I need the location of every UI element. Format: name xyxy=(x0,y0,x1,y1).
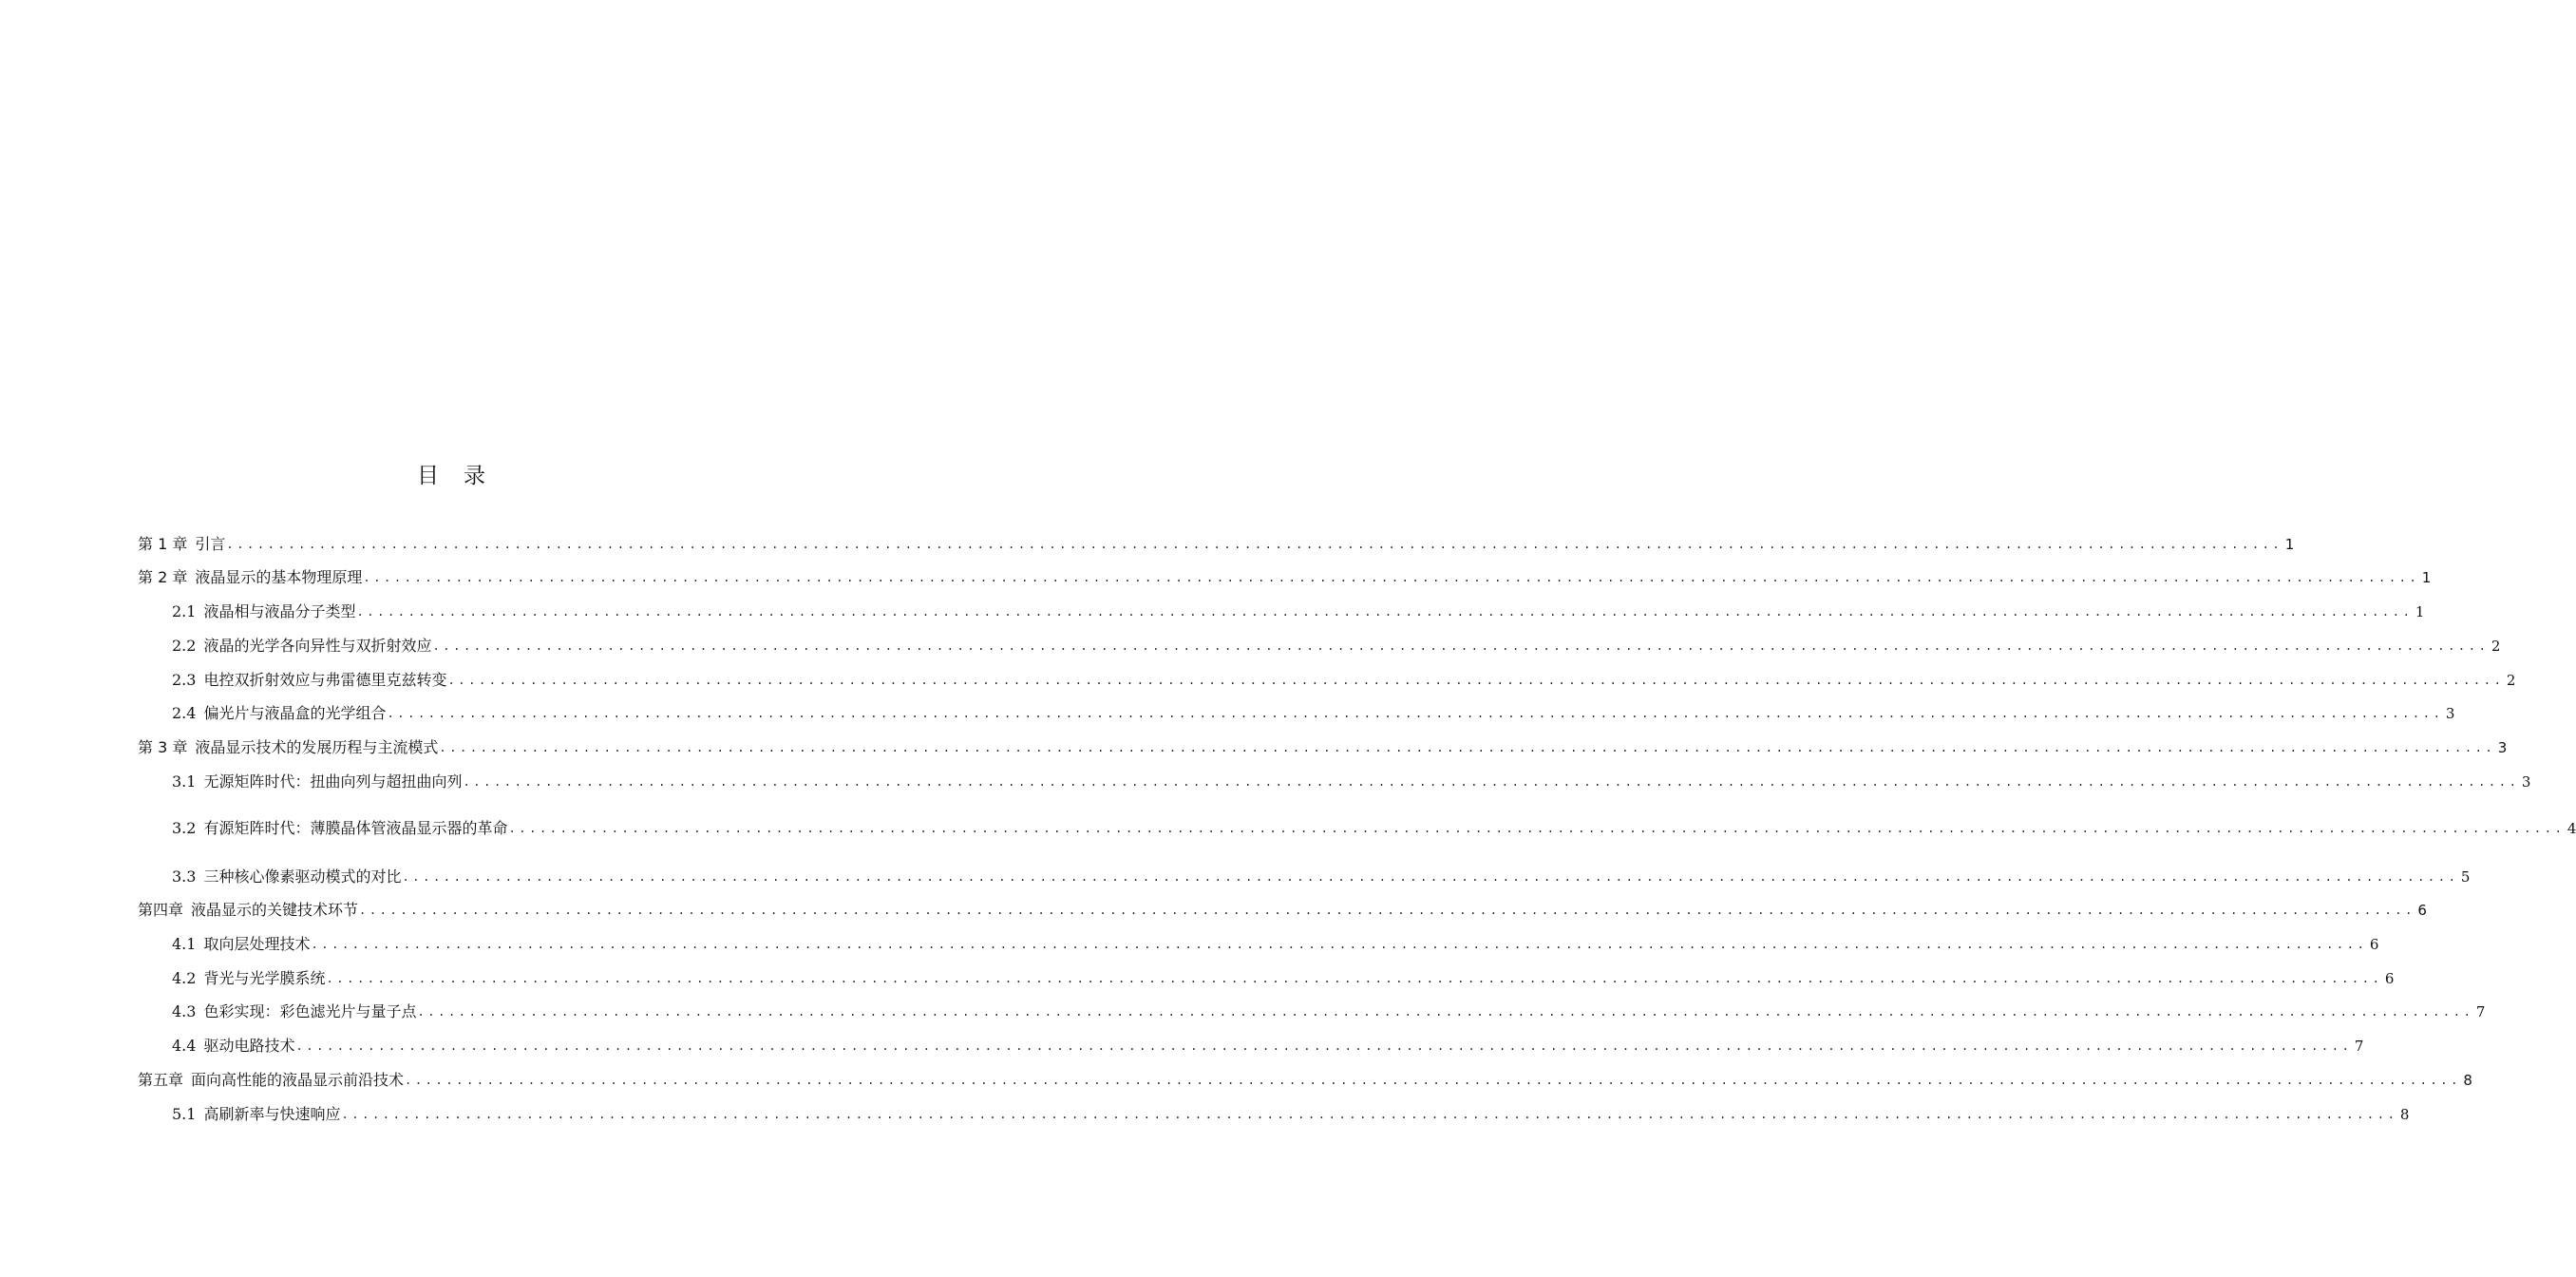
toc-entry-title: 液晶显示技术的发展历程与主流模式 xyxy=(195,738,439,756)
toc-entry-page: 1 xyxy=(2415,603,2425,620)
dot-leader: ........................................................................................................................................................................................................ xyxy=(417,1005,2474,1019)
dot-leader: ........................................................................................................................................................................................................ xyxy=(508,822,2566,835)
dot-leader: ........................................................................................................................................................................................................ xyxy=(387,707,2444,720)
toc-entry-title: 引言 xyxy=(195,535,226,553)
toc-entry-ch3[interactable] xyxy=(138,735,2508,758)
toc-entry-ch1[interactable] xyxy=(138,532,2295,555)
toc-entry-number: 3.2 xyxy=(172,819,197,837)
toc-entry-number: 2.1 xyxy=(172,602,197,620)
toc-entry-2-3[interactable] xyxy=(172,668,2516,691)
toc-entry-4-1[interactable] xyxy=(172,932,2379,955)
toc-entry-number: 第四章 xyxy=(138,901,184,919)
toc-entry-page: 7 xyxy=(2475,1003,2486,1020)
toc-entry-5-1[interactable] xyxy=(172,1102,2410,1125)
toc-entry-title: 有源矩阵时代：薄膜晶体管液晶显示器的革命 xyxy=(203,819,508,837)
toc-entry-number: 第 2 章 xyxy=(138,568,188,586)
toc-entry-page: 6 xyxy=(2417,902,2427,919)
dot-leader: ........................................................................................................................................................................................................ xyxy=(226,538,2283,551)
dot-leader: ........................................................................................................................................................................................................ xyxy=(359,904,2415,917)
toc-title-char-1: 目 xyxy=(417,464,439,488)
toc-entry-ch2[interactable] xyxy=(138,565,2432,588)
toc-entry-page: 8 xyxy=(2463,1072,2472,1089)
dot-leader: ........................................................................................................................................................................................................ xyxy=(463,775,2520,789)
toc-entry-page: 2 xyxy=(2506,672,2516,689)
toc-entry-page: 5 xyxy=(2460,868,2471,886)
toc-entry-4-4[interactable] xyxy=(172,1034,2364,1057)
toc-entry-page: 4 xyxy=(2567,820,2576,837)
dot-leader: ........................................................................................................................................................................................................ xyxy=(295,1039,2353,1053)
toc-entry-ch4[interactable] xyxy=(138,898,2427,921)
toc-entry-number: 2.2 xyxy=(172,637,197,655)
toc-entry-title: 面向高性能的液晶显示前沿技术 xyxy=(191,1071,405,1089)
toc-entry-4-3[interactable] xyxy=(172,1000,2486,1022)
toc-entry-4-2[interactable] xyxy=(172,966,2395,989)
toc-entry-title: 无源矩阵时代：扭曲向列与超扭曲向列 xyxy=(203,772,463,791)
toc-entry-title: 电控双折射效应与弗雷德里克兹转变 xyxy=(203,671,447,689)
dot-leader: ........................................................................................................................................................................................................ xyxy=(405,1074,2461,1087)
dot-leader: ........................................................................................................................................................................................................ xyxy=(326,972,2383,985)
toc-entry-2-4[interactable] xyxy=(172,701,2455,724)
dot-leader: ........................................................................................................................................................................................................ xyxy=(363,571,2420,584)
dot-leader: ........................................................................................................................................................................................................ xyxy=(439,741,2496,754)
toc-entry-number: 第 3 章 xyxy=(138,738,188,756)
toc-title-char-2: 录 xyxy=(464,464,485,488)
toc-entry-title: 偏光片与液晶盒的光学组合 xyxy=(203,704,387,722)
toc-entry-page: 3 xyxy=(2521,773,2531,791)
toc-entry-title: 取向层处理技术 xyxy=(203,935,311,953)
toc-entry-title: 背光与光学膜系统 xyxy=(203,969,326,987)
toc-entry-number: 第五章 xyxy=(138,1071,184,1089)
toc-entry-page: 3 xyxy=(2445,705,2455,722)
toc-entry-2-1[interactable] xyxy=(172,600,2425,622)
toc-entry-title: 液晶显示的关键技术环节 xyxy=(191,901,359,919)
toc-entry-number: 5.1 xyxy=(172,1105,197,1123)
toc-entry-page: 8 xyxy=(2399,1106,2410,1123)
toc-entry-number: 4.3 xyxy=(172,1002,197,1020)
toc-entry-title: 驱动电路技术 xyxy=(203,1037,295,1055)
toc-entry-page: 1 xyxy=(2421,569,2432,586)
toc-entry-number: 2.4 xyxy=(172,704,197,722)
toc-entry-title: 三种核心像素驱动模式的对比 xyxy=(203,867,402,886)
toc-entry-title: 高刷新率与快速响应 xyxy=(203,1105,341,1123)
dot-leader: ........................................................................................................................................................................................................ xyxy=(402,870,2459,884)
toc-entry-title: 液晶相与液晶分子类型 xyxy=(203,602,356,620)
toc-entry-number: 4.2 xyxy=(172,969,197,987)
toc-entry-page: 6 xyxy=(2384,970,2395,987)
toc-entry-number: 3.3 xyxy=(172,867,197,886)
toc-entry-number: 4.4 xyxy=(172,1037,197,1055)
toc-entry-title: 液晶显示的基本物理原理 xyxy=(195,568,363,586)
toc-entry-title: 色彩实现：彩色滤光片与量子点 xyxy=(203,1002,417,1020)
toc-entry-page: 1 xyxy=(2284,536,2295,553)
dot-leader: ........................................................................................................................................................................................................ xyxy=(311,938,2368,951)
toc-entry-3-3[interactable] xyxy=(172,865,2471,887)
dot-leader: ........................................................................................................................................................................................................ xyxy=(356,605,2414,619)
toc-entry-3-2[interactable] xyxy=(172,816,2576,839)
toc-entry-number: 3.1 xyxy=(172,772,197,791)
toc-entry-number: 2.3 xyxy=(172,671,197,689)
toc-entry-number: 4.1 xyxy=(172,935,197,953)
dot-leader: ........................................................................................................................................................................................................ xyxy=(447,674,2505,687)
dot-leader: ........................................................................................................................................................................................................ xyxy=(432,639,2490,653)
toc-entry-page: 2 xyxy=(2491,638,2501,655)
toc-entry-page: 3 xyxy=(2497,739,2508,756)
dot-leader: ........................................................................................................................................................................................................ xyxy=(341,1108,2398,1121)
toc-entry-title: 液晶的光学各向异性与双折射效应 xyxy=(203,637,432,655)
toc-entry-page: 6 xyxy=(2369,936,2379,953)
toc-entry-3-1[interactable] xyxy=(172,770,2531,792)
toc-entry-2-2[interactable] xyxy=(172,634,2501,657)
toc-entry-number: 第 1 章 xyxy=(138,535,188,553)
toc-entry-page: 7 xyxy=(2354,1038,2364,1055)
toc-entry-ch5[interactable] xyxy=(138,1068,2472,1091)
